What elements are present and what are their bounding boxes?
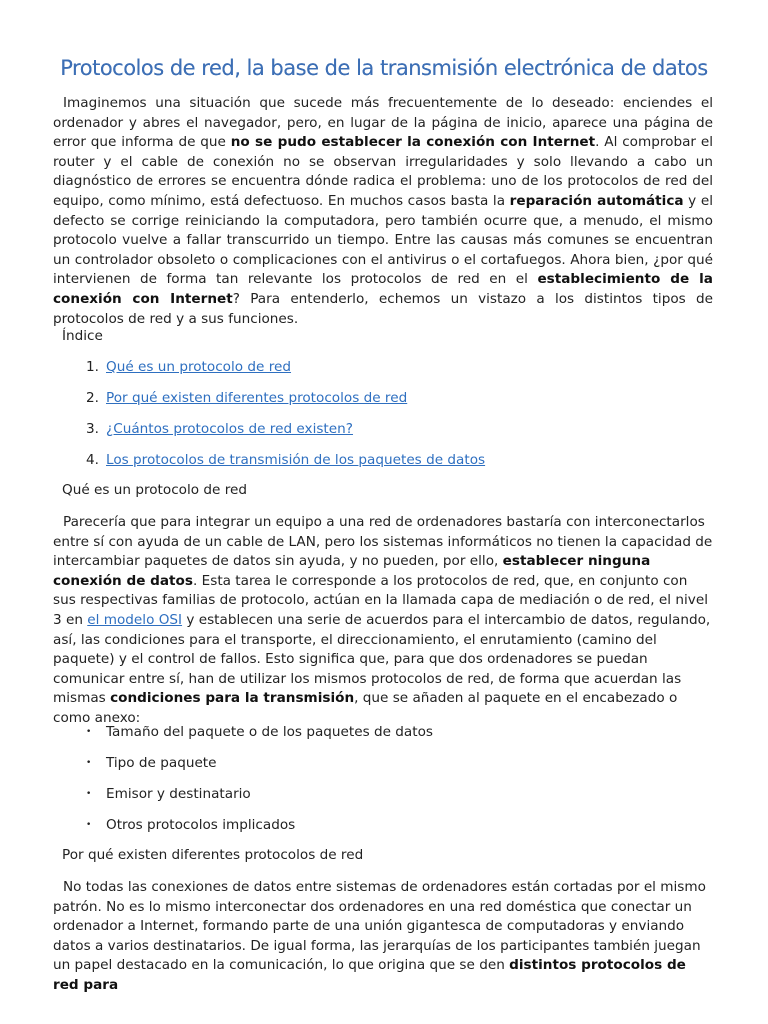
- list-item-text: Otros protocolos implicados: [106, 817, 296, 833]
- section1-text-3: y establecen una serie de acuerdos para el intercambio de datos, regulando, así, las condiciones para el transporte, el direccionamiento, el enrutamiento (camino del paquete) y el control de fallos. Esto significa que, para que dos ordenadores se puedan comunicar entre sí, han de utilizar los mismos protocolos de red, de forma que acuerdan las mismas: [53, 611, 711, 707]
- list-item: [86, 754, 433, 785]
- section1-text-2: . Esta tarea le corresponde a los protocolos de red, que, en conjunto con sus respectivas familias de protocolo, actúan en la llamada capa de mediación o de red, el nivel 3 en: [53, 572, 708, 628]
- intro-paragraph: [53, 94, 713, 329]
- list-item-text: Tamaño del paquete o de los paquetes de datos: [106, 724, 433, 740]
- index-item: [86, 420, 485, 451]
- intro-text-4: ? Para entenderlo, echemos un vistazo a los distintos tipos de protocolos de red y a sus funciones.: [53, 290, 713, 327]
- bullet-icon: •: [86, 789, 92, 799]
- intro-bold-1: no se pudo establecer la conexión con Internet: [230, 134, 596, 151]
- index-label: Índice: [62, 328, 103, 344]
- section1-paragraph: [53, 513, 713, 729]
- index-item: [86, 451, 485, 482]
- intro-bold-2: reparación automática: [509, 192, 684, 209]
- section1-bold-2: condiciones para la transmisión: [110, 690, 355, 707]
- section1-text-1: Parecería que para integrar un equipo a una red de ordenadores bastaría con interconectarlos entre sí con ayuda de un cable de LAN, pero los sistemas informáticos no tienen la capacidad de intercambiar paquetes de datos sin ayuda, y no pueden, por ello,: [53, 514, 713, 570]
- intro-text-2: . Al comprobar el router y el cable de conexión no se observan irregularidades y solo llevando a cabo un diagnóstico de errores se encuentra dónde radica el problema: uno de los protocolos de red del equipo, como mínimo, está defectuoso. En muchos casos basta la: [53, 134, 713, 209]
- index-item: [86, 389, 485, 420]
- list-item: [86, 816, 433, 847]
- index-link-1[interactable]: Qué es un protocolo de red: [106, 359, 292, 375]
- list-item-text: Tipo de paquete: [106, 755, 217, 771]
- list-item: [86, 723, 433, 754]
- section1-bold-1: establecer ninguna conexión de datos: [53, 553, 651, 589]
- intro-text-1: Imaginemos una situación que sucede más frecuentemente de lo deseado: enciendes el ordenador y abres el navegador, pero, en lugar de la página de inicio, aparece una página de error que informa de que: [53, 95, 713, 151]
- intro-bold-3: establecimiento de la conexión con Internet: [53, 271, 713, 307]
- osi-model-link[interactable]: el modelo OSI: [87, 611, 183, 628]
- bullet-icon: •: [86, 758, 92, 768]
- bullet-icon: •: [86, 727, 92, 737]
- section2-paragraph: [53, 878, 713, 996]
- index-item-number: 4.: [86, 452, 99, 468]
- document-title: Protocolos de red, la base de la transmisión electrónica de datos: [60, 56, 708, 80]
- intro-text-3: y el defecto se corrige reiniciando la computadora, pero también ocurre que, a menudo, el mismo protocolo vuelve a fallar transcurrido un tiempo. Entre las causas más comunes se encuentran un controlador obsoleto o complicaciones con el antivirus o el cortafuegos. Ahora bien, ¿por qué intervienen de forma tan relevante los protocolos de red en el: [53, 192, 713, 288]
- index-link-2[interactable]: Por qué existen diferentes protocolos de red: [106, 390, 408, 406]
- section2-bold-1: distintos protocolos de red para: [53, 957, 686, 993]
- bullet-icon: •: [86, 820, 92, 830]
- index-item-number: 1.: [86, 359, 99, 375]
- section2-heading: Por qué existen diferentes protocolos de red: [62, 847, 364, 863]
- index-link-3[interactable]: ¿Cuántos protocolos de red existen?: [106, 421, 353, 437]
- index-link-4[interactable]: Los protocolos de transmisión de los paquetes de datos: [106, 452, 486, 468]
- list-item-text: Emisor y destinatario: [106, 786, 251, 802]
- transmission-conditions-list: [86, 723, 433, 847]
- section1-text-4: , que se añaden al paquete en el encabezado o como anexo:: [53, 690, 678, 726]
- index-item: [86, 358, 485, 389]
- section2-text-1: No todas las conexiones de datos entre sistemas de ordenadores están cortadas por el mismo patrón. No es lo mismo interconectar dos ordenadores en una red doméstica que conectar un ordenador a Internet, formando parte de una unión gigantesca de computadoras y enviando datos a varios destinatarios. De igual forma, las jerarquías de los participantes también juegan un papel destacado en la comunicación, lo que origina que se den: [53, 879, 706, 974]
- index-list: [86, 358, 485, 482]
- index-item-number: 2.: [86, 390, 99, 406]
- section1-heading: Qué es un protocolo de red: [62, 482, 248, 498]
- index-item-number: 3.: [86, 421, 99, 437]
- list-item: [86, 785, 433, 816]
